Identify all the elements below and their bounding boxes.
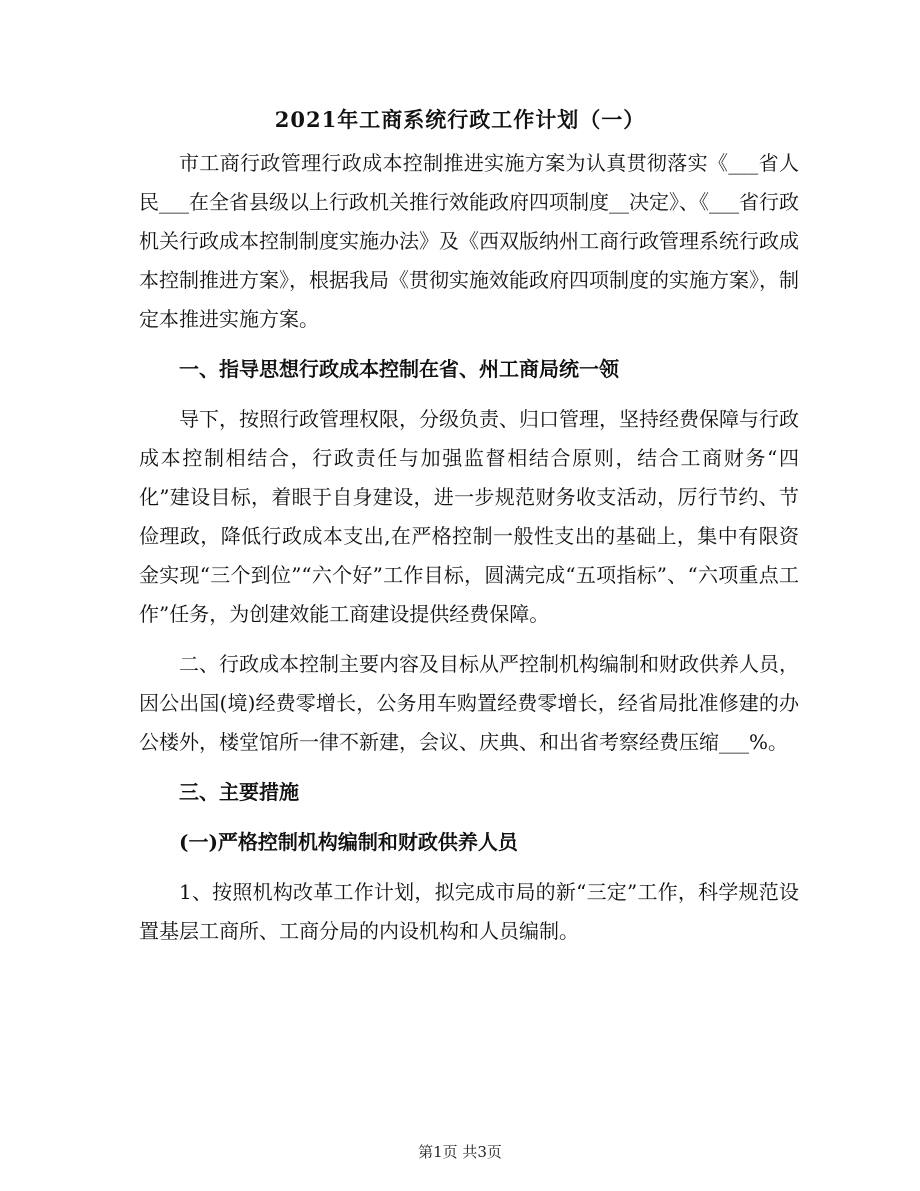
page-number-footer: 第1页 共3页 xyxy=(418,1143,502,1161)
section-heading-main-measures: 三、主要措施 xyxy=(179,780,299,804)
section-heading-guiding-ideology: 一、指导思想行政成本控制在省、州工商局统一领 xyxy=(179,357,619,381)
paragraph-control-content: 二、行政成本控制主要内容及目标从严控制机构编制和财政供养人员，因公出国(境)经费零增长，公务用车购置经费零增长，经省局批准修建的办公楼外，楼堂馆所一律不新建，会议、庆典、和出省考察经费压缩___%。 xyxy=(139,652,799,754)
document-body xyxy=(139,144,799,962)
document-title: 2021年工商系统行政工作计划（一） xyxy=(274,107,646,132)
subsection-heading-staffing-control: (一)严格控制机构编制和财政供养人员 xyxy=(179,830,518,854)
paragraph-intro: 市工商行政管理行政成本控制推进实施方案为认真贯彻落实《___省人民___在全省县级以上行政机关推行效能政府四项制度__决定》、《___省行政机关行政成本控制制度实施办法》及《西双版纳州工商行政管理系统行政成本控制推进方案》，根据我局《贯彻实施效能政府四项制度的实施方案》，制定本推进实施方案。 xyxy=(139,151,799,331)
paragraph-measure-1: 1、按照机构改革工作计划，拟完成市局的新“三定”工作，科学规范设置基层工商所、工商分局的内设机构和人员编制。 xyxy=(139,880,799,943)
paragraph-guiding-ideology: 导下，按照行政管理权限，分级负责、归口管理，坚持经费保障与行政成本控制相结合，行政责任与加强监督相结合原则，结合工商财务“四化”建设目标，着眼于自身建设，进一步规范财务收支活动，厉行节约、节俭理政，降低行政成本支出,在严格控制一般性支出的基础上，集中有限资金实现“三个到位”“六个好”工作目标，圆满完成“五项指标”、“六项重点工作”任务，为创建效能工商建设提供经费保障。 xyxy=(139,407,799,626)
